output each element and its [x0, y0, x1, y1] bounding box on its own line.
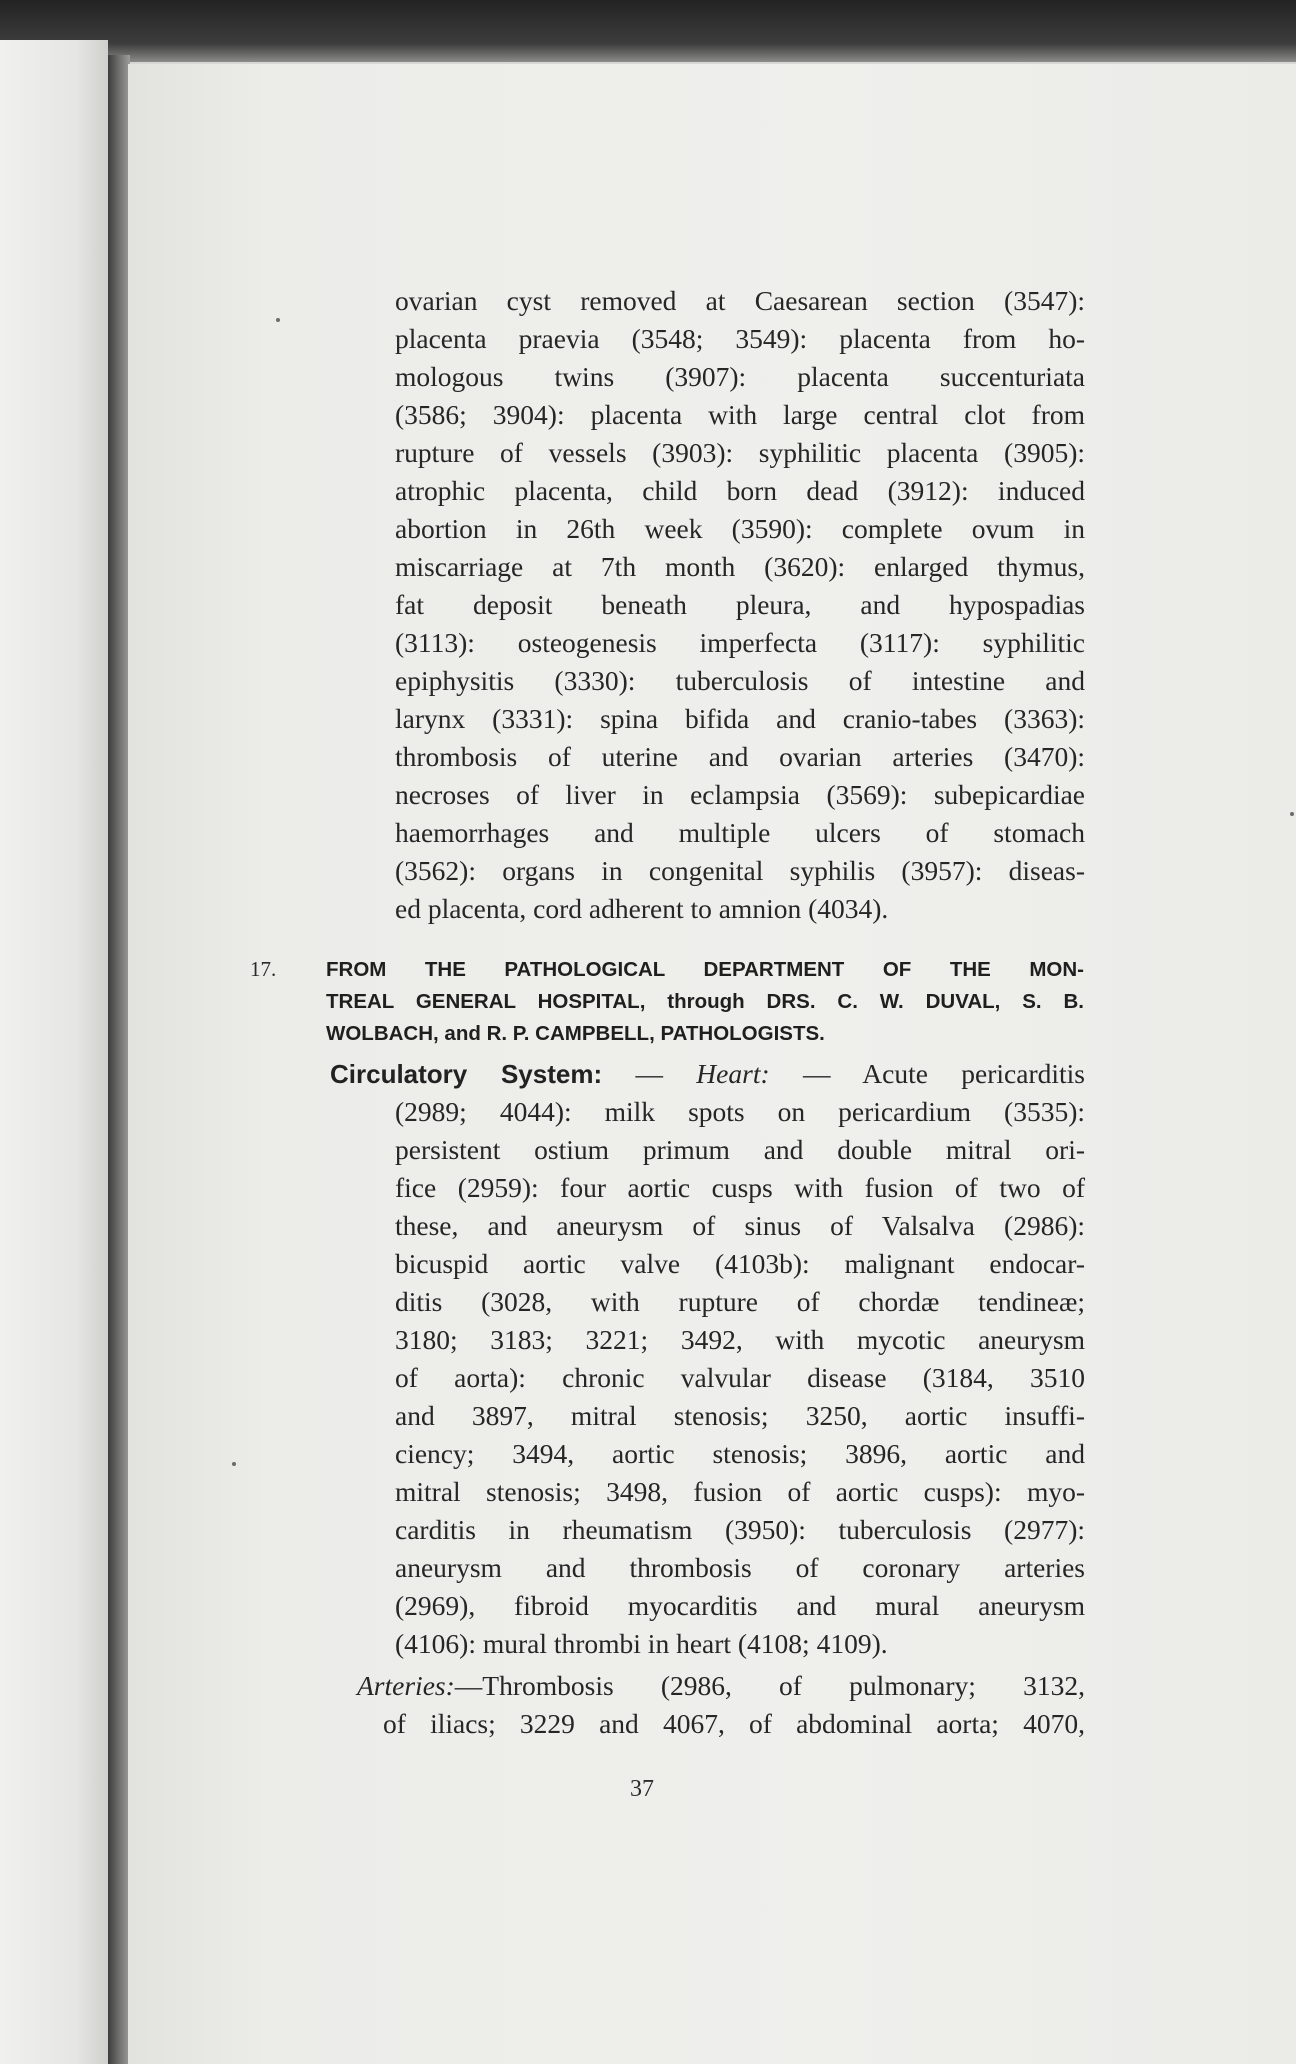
circulatory-system-label: Circulatory System: [330, 1059, 603, 1089]
section-heading-line: WOLBACH, and R. P. CAMPBELL, PATHOLOGISTS. [326, 1022, 825, 1045]
circulatory-first-line [330, 1055, 1085, 1093]
section-heading-line: FROM THE PATHOLOGICAL DEPARTMENT OF THE MON- [326, 958, 1084, 981]
text-line: (3113): osteogenesis imperfecta (3117): syphilitic [395, 627, 1085, 658]
paper-speck [276, 318, 280, 322]
section-heading-line: TREAL GENERAL HOSPITAL, through DRS. C. W. DUVAL, S. B. [326, 990, 1084, 1013]
text-line: mitral stenosis; 3498, fusion of aortic cusps): myo- [395, 1476, 1085, 1507]
arteries-first-line-text: —Thrombosis (2986, of pulmonary; 3132, [454, 1670, 1085, 1701]
paper-speck [232, 1462, 236, 1466]
text-line: placenta praevia (3548; 3549): placenta from ho- [395, 323, 1085, 354]
em-dash: — [802, 1058, 831, 1089]
page-number: 37 [630, 1776, 654, 1802]
text-line: carditis in rheumatism (3950): tuberculosis (2977): [395, 1514, 1085, 1545]
left-facing-page-edge [0, 40, 108, 2064]
text-line: necroses of liver in eclampsia (3569): subepicardiae [395, 779, 1085, 810]
text-line: larynx (3331): spina bifida and cranio-tabes (3363): [395, 703, 1085, 734]
text-line: haemorrhages and multiple ulcers of stomach [395, 817, 1085, 848]
text-line: bicuspid aortic valve (4103b): malignant endocar- [395, 1248, 1085, 1279]
text-line: atrophic placenta, child born dead (3912): induced [395, 475, 1085, 506]
text-line: ed placenta, cord adherent to amnion (4034). [395, 893, 889, 924]
text-line: and 3897, mitral stenosis; 3250, aortic insuffi- [395, 1400, 1085, 1431]
text-line: of aorta): chronic valvular disease (3184, 3510 [395, 1362, 1085, 1393]
text-line: thrombosis of uterine and ovarian arteries (3470): [395, 741, 1085, 772]
item-number: 17. [250, 957, 277, 981]
text-line: 3180; 3183; 3221; 3492, with mycotic aneurysm [395, 1324, 1085, 1355]
arteries-label: Arteries: [357, 1670, 455, 1701]
arteries-first-line [357, 1667, 1085, 1705]
text-line: ditis (3028, with rupture of chordæ tendineæ; [395, 1286, 1085, 1317]
text-line: rupture of vessels (3903): syphilitic placenta (3905): [395, 437, 1085, 468]
text-line: miscarriage at 7th month (3620): enlarged thymus, [395, 551, 1085, 582]
text-line: persistent ostium primum and double mitral ori- [395, 1134, 1085, 1165]
book-binding-shadow [108, 55, 130, 2064]
text-line: (3562): organs in congenital syphilis (3957): diseas- [395, 855, 1085, 886]
arteries-second-line: of iliacs; 3229 and 4067, of abdominal aorta; 4070, [383, 1708, 1085, 1739]
text-line: (4106): mural thrombi in heart (4108; 4109). [395, 1628, 888, 1659]
paper-speck [1290, 812, 1294, 816]
text-line: aneurysm and thrombosis of coronary arteries [395, 1552, 1085, 1583]
text-line: fat deposit beneath pleura, and hypospadias [395, 589, 1085, 620]
text-line: these, and aneurysm of sinus of Valsalva (2986): [395, 1210, 1085, 1241]
text-line: ciency; 3494, aortic stenosis; 3896, aortic and [395, 1438, 1085, 1469]
text-line: mologous twins (3907): placenta succenturiata [395, 361, 1085, 392]
text-line: (3586; 3904): placenta with large central clot from [395, 399, 1085, 430]
text-line: abortion in 26th week (3590): complete ovum in [395, 513, 1085, 544]
em-dash: — [635, 1058, 663, 1089]
circulatory-first-line-text: Acute pericarditis [862, 1058, 1085, 1089]
heart-label: Heart: [696, 1058, 770, 1089]
text-line: (2989; 4044): milk spots on pericardium (3535): [395, 1096, 1085, 1127]
text-line: ovarian cyst removed at Caesarean section (3547): [395, 285, 1085, 316]
text-line: epiphysitis (3330): tuberculosis of intestine and [395, 665, 1085, 696]
text-line: fice (2959): four aortic cusps with fusion of two of [395, 1172, 1085, 1203]
text-line: (2969), fibroid myocarditis and mural aneurysm [395, 1590, 1085, 1621]
scanner-top-edge [0, 0, 1296, 62]
